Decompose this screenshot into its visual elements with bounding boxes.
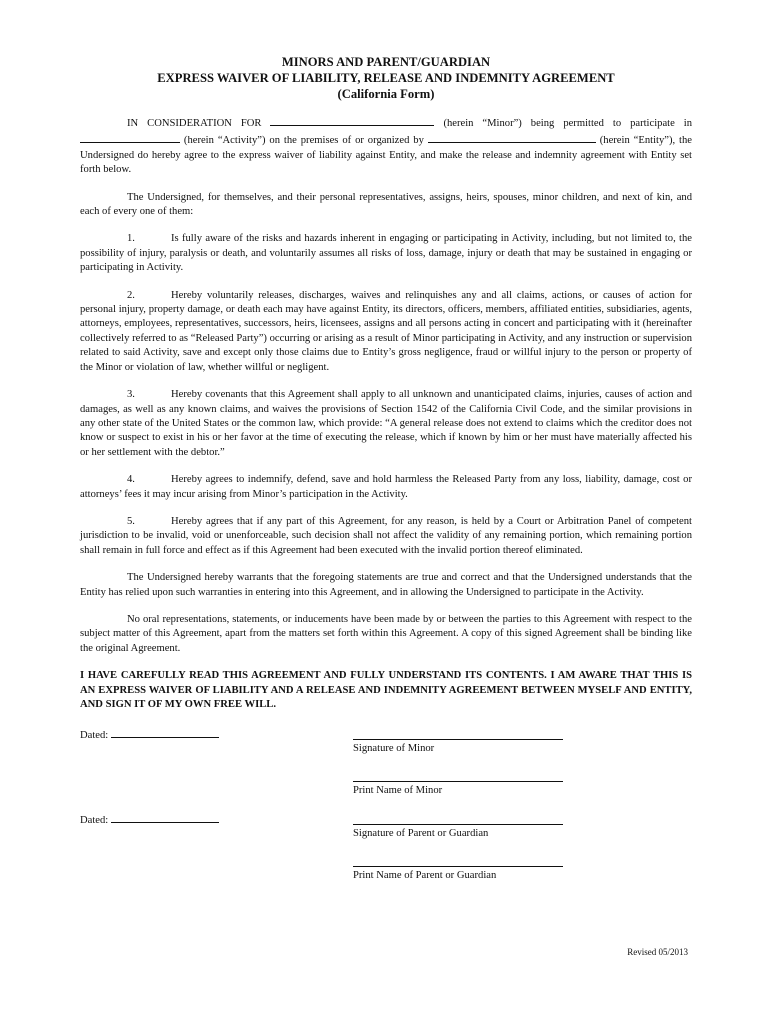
warranty-paragraph: The Undersigned hereby warrants that the foregoing statements are true and correct and that the Undersigned understands that the Entity has relied upon such warranties in entering into this Agreement, and in allowing the Undersigned to participate in the Activity. [80, 572, 692, 598]
clause-5 [80, 515, 692, 558]
print-name-minor-label: Print Name of Minor [353, 785, 443, 797]
print-name-parent-label: Print Name of Parent or Guardian [353, 870, 497, 882]
revision-date: Revised 05/2013 [627, 947, 688, 957]
signature-line-parent[interactable] [353, 824, 563, 825]
dated-field-minor [80, 726, 219, 743]
signature-parent-label: Signature of Parent or Guardian [353, 828, 489, 840]
consideration-paragraph [80, 114, 692, 178]
date-line-parent[interactable] [111, 811, 219, 823]
consideration-text-2: (herein “Minor”) being permitted to participate in [443, 118, 693, 129]
title-line-2: EXPRESS WAIVER OF LIABILITY, RELEASE AND INDEMNITY AGREEMENT [157, 71, 615, 85]
activity-blank[interactable] [80, 131, 180, 143]
title-line-3: (California Form) [337, 87, 435, 101]
dated-field-parent [80, 811, 219, 828]
signature-minor-label: Signature of Minor [353, 743, 435, 755]
clause-3-text: Hereby covenants that this Agreement shall apply to all unknown and unanticipated claims, injuries, causes of action and damages, as well as any known claims, and waives the provisions of Section 1542 of the California Civil Code, and the similar provisions in any other state of the United States or the common law, which provide: “A general release does not extend to claims which the creditor does not know or suspect to exist in his or her favor at the time of executing the release, which if known by him or her must have materially affected his or her settlement with the debtor.” [80, 389, 692, 458]
clause-5-number: 5. [127, 515, 135, 527]
consideration-text-3: (herein “Activity”) on the premises of or organized by [183, 135, 424, 147]
consideration-text-4: (herein “Entity”), the Undersigned do hereby agree to the express waiver of liability against Entity, and make the release and indemnity agreement with Entity set forth below. [80, 135, 692, 176]
dated-label: Dated: [80, 730, 109, 742]
clause-2-number: 2. [127, 289, 135, 301]
clause-3-number: 3. [127, 389, 135, 401]
date-line-minor[interactable] [111, 726, 219, 738]
dated-label: Dated: [80, 815, 109, 827]
clause-1 [80, 232, 692, 275]
print-name-line-parent[interactable] [353, 866, 563, 867]
clause-4-number: 4. [127, 474, 135, 486]
document-title [80, 54, 692, 102]
clause-1-number: 1. [127, 233, 135, 245]
waiver-document [80, 54, 692, 886]
entity-blank[interactable] [428, 131, 596, 143]
acknowledgement-paragraph: I HAVE CAREFULLY READ THIS AGREEMENT AND FULLY UNDERSTAND ITS CONTENTS. I AM AWARE THAT THIS IS AN EXPRESS WAIVER OF LIABILITY AND A RELEASE AND INDEMNITY AGREEMENT BETWEEN MYSELF AND ENTITY, AND SIGN IT OF MY OWN FREE WILL. [80, 670, 692, 710]
clause-3 [80, 388, 692, 460]
clause-2 [80, 289, 692, 375]
no-oral-paragraph: No oral representations, statements, or inducements have been made by or between the parties to this Agreement with respect to the subject matter of this Agreement, apart from the matters set forth within this Agreement. A copy of this signed Agreement shall be binding like the original Agreement. [80, 613, 692, 654]
signature-line-minor[interactable] [353, 739, 563, 740]
clause-4-text: Hereby agrees to indemnify, defend, save and hold harmless the Released Party from any loss, liability, damage, cost or attorneys’ fees it may incur arising from Minor’s participation in the Activity. [80, 474, 692, 500]
clause-1-text: Is fully aware of the risks and hazards inherent in engaging or participating in Activity, including, but not limited to, the possibility of injury, paralysis or death, and voluntarily assumes all risks of loss, damage, injury or death that may be sustained in engaging or participating in Activity. [80, 233, 692, 274]
clause-4 [80, 473, 692, 502]
intro-paragraph: The Undersigned, for themselves, and their personal representatives, assigns, heirs, spouses, minor children, and next of kin, and each of every one of them: [80, 191, 692, 218]
consideration-text-1: IN CONSIDERATION FOR [127, 118, 262, 129]
print-name-line-minor[interactable] [353, 781, 563, 782]
clause-2-text: Hereby voluntarily releases, discharges, waives and relinquishes any and all claims, actions, or causes of action for personal injury, property damage, or death each may have against Entity, its directors, officers, members, affiliated entities, subsidiaries, agents, attorneys, employees, representatives, successors, heirs, licensees, assigns and all persons acting in concert and participating with it (hereinafter collectively referred to as “Released Party”) occurring or arising as a result of Minor participating in Activity, and any instruction or supervision related to said Activity, save and except only those claims due to Entity’s gross negligence, fraud or willful injury to the person or property of the Minor or violation of law, whether willful or negligent. [80, 289, 692, 373]
clause-5-text: Hereby agrees that if any part of this Agreement, for any reason, is held by a Court or Arbitration Panel of competent jurisdiction to be invalid, void or unenforceable, such decision shall not affect the validity of any remaining portion, which remaining portion shall remain in full force and effect as if this Agreement had been executed with the invalid portion thereof eliminated. [80, 515, 692, 556]
minor-name-blank[interactable] [270, 114, 434, 126]
signature-section [80, 726, 692, 886]
title-line-1: MINORS AND PARENT/GUARDIAN [281, 55, 491, 69]
